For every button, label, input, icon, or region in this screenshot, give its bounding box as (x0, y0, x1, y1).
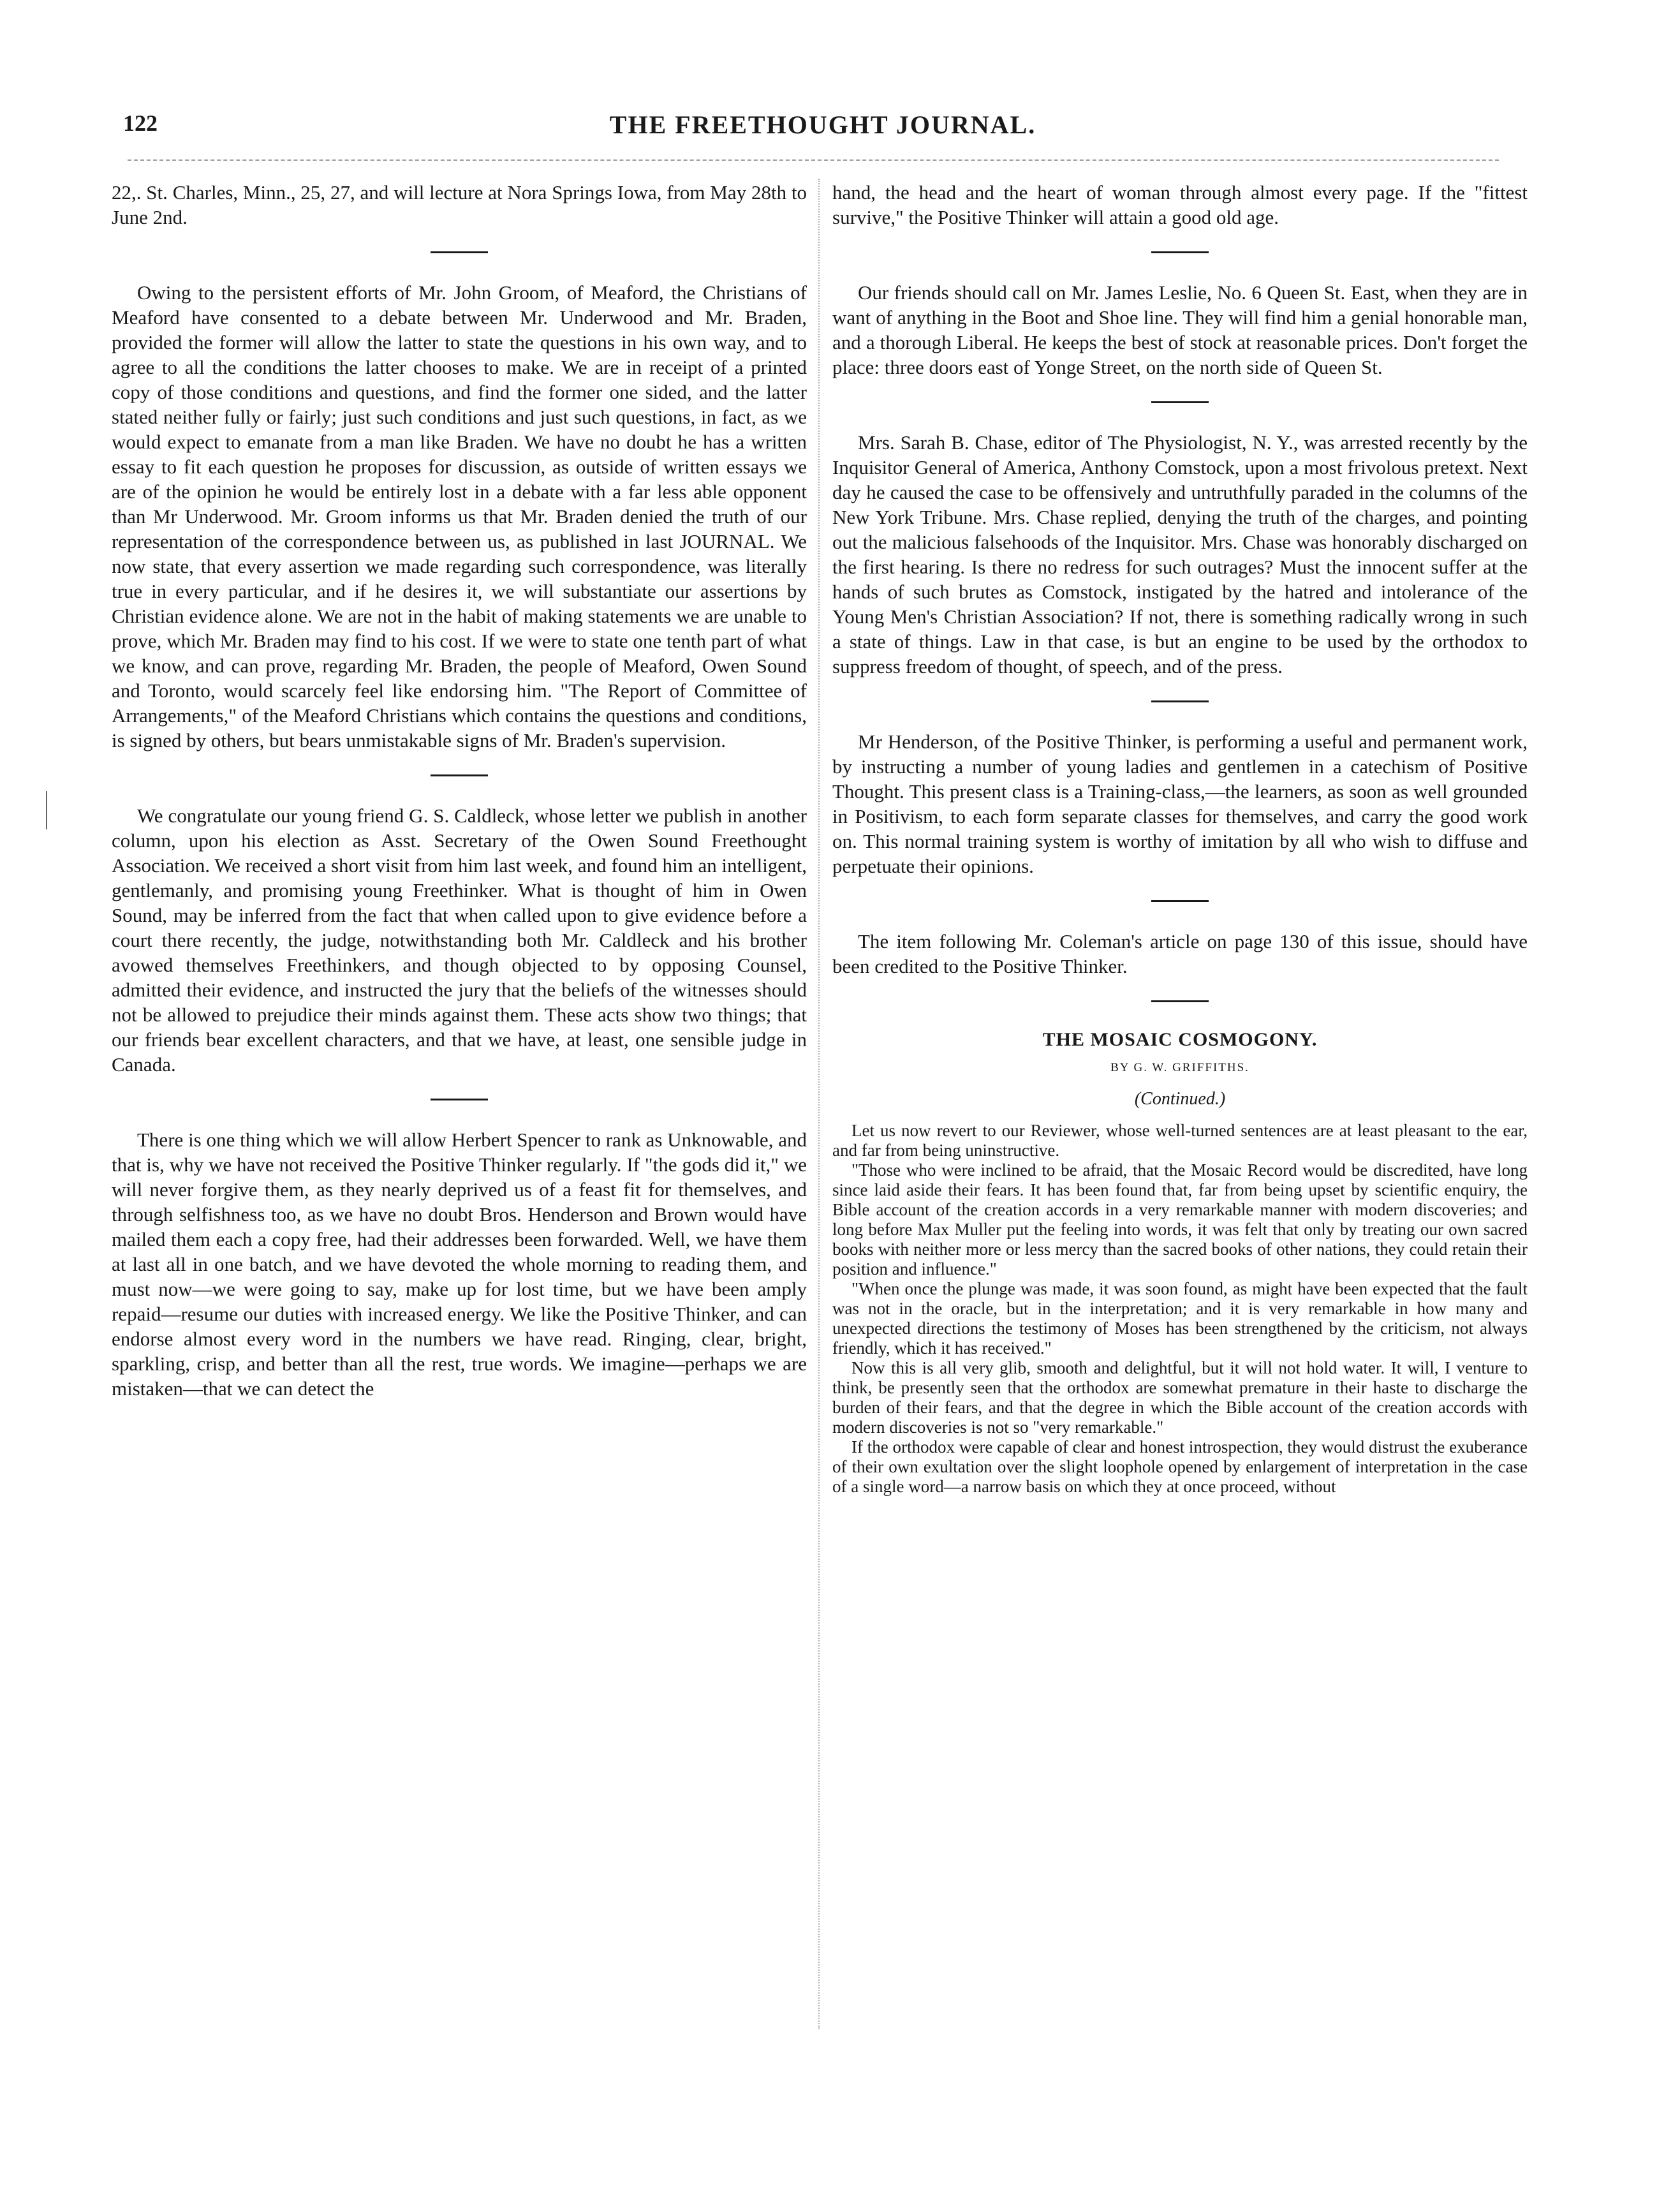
separator-rule (1151, 700, 1209, 702)
article-quote: "Those who were inclined to be afraid, that the Mosaic Record would be discredited, have long since laid aside their fears. It has been found that, far from being upset by scientific enquiry, the Bible account of the creation accords in a very remarkable manner with modern discoveries; and long before Max Muller put the feeling into words, it was felt that only by treating our own sacred books with neither more or less mercy than the sacred books of other nations, they could retain their position and influence." (832, 1160, 1528, 1278)
separator-rule (1151, 251, 1209, 253)
separator-rule (1151, 1000, 1209, 1002)
article-paragraph: Let us now revert to our Reviewer, whose well-turned sentences are at least pleasant to the ear, and far from being uninstructive. (832, 1121, 1528, 1160)
separator-rule (431, 774, 488, 776)
leslie-advert-paragraph: Our friends should call on Mr. James Leslie, No. 6 Queen St. East, when they are in want of anything in the Boot and Shoe line. They will find him a genial honorable man, and a thorough Liberal. He keeps the best of stock at reasonable prices. Don't forget the place: three doors east of Yonge Street, on the north side of Queen St. (832, 281, 1528, 378)
article-paragraph: If the orthodox were capable of clear and honest introspection, they would distrust the exuberance of their own exultation over the slight loophole opened by enlargement of interpretation in the case of a single word—a narrow basis on which they at once proceed, without (832, 1437, 1528, 1496)
chase-arrest-paragraph: Mrs. Sarah B. Chase, editor of The Physiologist, N. Y., was arrested recently by the Inquisitor General of America, Anthony Comstock, upon a most frivolous pretext. Next day he caused the case to be offensively and untruthfully paraded in the columns of the New York Tribune. Mrs. Chase replied, denying the truth of the charges, and pointing out the malicious falsehoods of the Inquisitor. Mrs. Chase was honorably discharged on the first hearing. Is there no redress for such outrages? Must the innocent suffer at the hands of such brutes as Comstock, instigated by the hatred and intolerance of the Young Men's Christian Association? If not, there is something radically wrong in such a state of things. Law in that case, is but an engine to be used by the orthodox to suppress freedom of thought, of speech, and of the press. (832, 431, 1528, 678)
column-divider (818, 179, 820, 2029)
article-paragraph: Now this is all very glib, smooth and delightful, but it will not hold water. It will, I venture to think, be presently seen that the orthodox are somewhat premature in their haste to discharge the burden of their fears, and that the degree in which the Bible account of the creation accords with modern discoveries is not so "very remarkable." (832, 1358, 1528, 1437)
separator-rule (1151, 401, 1209, 403)
header-rule (128, 159, 1499, 161)
journal-title: THE FREETHOUGHT JOURNAL. (609, 110, 1036, 139)
separator-rule (431, 1099, 488, 1100)
margin-mark (46, 791, 47, 829)
article-quote: "When once the plunge was made, it was soon found, as might have been expected that the fault was not in the oracle, but in the interpretation; and it is very remarkable in how many and unexpected directions the testimony of Moses has been strengthened by the criticism, not always friendly, which it has received." (832, 1279, 1528, 1358)
positive-thinker-paragraph: There is one thing which we will allow Herbert Spencer to rank as Unknowable, and that is, why we have not received the Positive Thinker regularly. If "the gods did it," we will never forgive them, as they nearly deprived us of a feast fit for themselves, and through selfishness too, as we have no doubt Bros. Henderson and Brown would have mailed them each a copy free, had their addresses been forwarded. Well, we have them at last all in one batch, and we have devoted the whole morning to reading them, and must now—we were going to say, make up for lost time, but we have been amply repaid—resume our duties with increased energy. We like the Positive Thinker, and can endorse almost every word in the numbers we have read. Ringing, clear, bright, sparkling, crisp, and better than all the rest, true words. We imagine—perhaps we are mistaken—that we can detect the (112, 1129, 807, 1400)
article-byline: BY G. W. GRIFFITHS. (1110, 1061, 1249, 1074)
article-continued: (Continued.) (1134, 1089, 1226, 1109)
page-header (112, 110, 1534, 148)
coleman-credit-paragraph: The item following Mr. Coleman's article on page 130 of this issue, should have been credited to the Positive Thinker. (832, 930, 1528, 977)
article-title: THE MOSAIC COSMOGONY. (1042, 1029, 1318, 1050)
separator-rule (1151, 900, 1209, 902)
caldleck-paragraph: We congratulate our young friend G. S. Caldleck, whose letter we publish in another column, upon his election as Asst. Secretary of the Owen Sound Freethought Association. We received a short visit from him last week, and found him an intelligent, gentlemanly, and promising young Freethinker. What is thought of him in Owen Sound, may be inferred from the fact that when called upon to give evidence before a court there recently, the judge, notwithstanding both Mr. Caldleck and his brother avowed themselves Freethinkers, and though objected to by opposing Counsel, admitted their evidence, and instructed the jury that the beliefs of the witnesses should not be allowed to prejudice their minds against them. These acts show two things; that our friends bear excellent characters, and that we have, at least, one sensible judge in Canada. (112, 804, 807, 1076)
continuation-paragraph: hand, the head and the heart of woman through almost every page. If the "fittest survive," the Positive Thinker will attain a good old age. (832, 181, 1528, 228)
lecture-notice: 22,. St. Charles, Minn., 25, 27, and will lecture at Nora Springs Iowa, from May 28th to June 2nd. (112, 181, 807, 228)
braden-debate-paragraph: Owing to the persistent efforts of Mr. John Groom, of Meaford, the Christians of Meaford have consented to a debate between Mr. Underwood and Mr. Braden, provided the former will allow the latter to state the questions in his own way, and to agree to all the conditions the latter chooses to make. We are in receipt of a printed copy of those conditions and questions, and find the former one sided, and the latter stated neither fully or fairly; just such conditions and just such questions, in fact, as we would expect to emanate from a man like Braden. We have no doubt he has a written essay to fit each question he proposes for discussion, as outside of written essays we are of the opinion he would be entirely lost in a debate with a far less able opponent than Mr Underwood. Mr. Groom informs us that Mr. Braden denied the truth of our representation of the correspondence between us, as published in last JOURNAL. We now state, that every assertion we made regarding such correspondence, was literally true in every particular, and if he desires it, we will substantiate our assertions by Christian evidence alone. We are not in the habit of making statements we are unable to prove, which Mr. Braden may find to his cost. If we were to state one tenth part of what we know, and can prove, regarding Mr. Braden, the people of Meaford, Owen Sound and Toronto, would scarcely feel like endorsing him. "The Report of Committee of Arrangements," of the Meaford Christians which contains the questions and conditions, is signed by others, but bears unmistakable signs of Mr. Braden's supervision. (112, 281, 807, 752)
right-column (832, 180, 1528, 1497)
page-number: 122 (123, 110, 158, 136)
henderson-paragraph: Mr Henderson, of the Positive Thinker, is performing a useful and permanent work, by instructing a number of young ladies and gentlemen in a catechism of Positive Thought. This present class is a Training-class,—the learners, as soon as well grounded in Positivism, to each form separate classes for themselves, and carry the good work on. This normal training system is worthy of imitation by all who wish to diffuse and perpetuate their opinions. (832, 730, 1528, 877)
left-column (112, 180, 807, 1401)
separator-rule (431, 251, 488, 253)
